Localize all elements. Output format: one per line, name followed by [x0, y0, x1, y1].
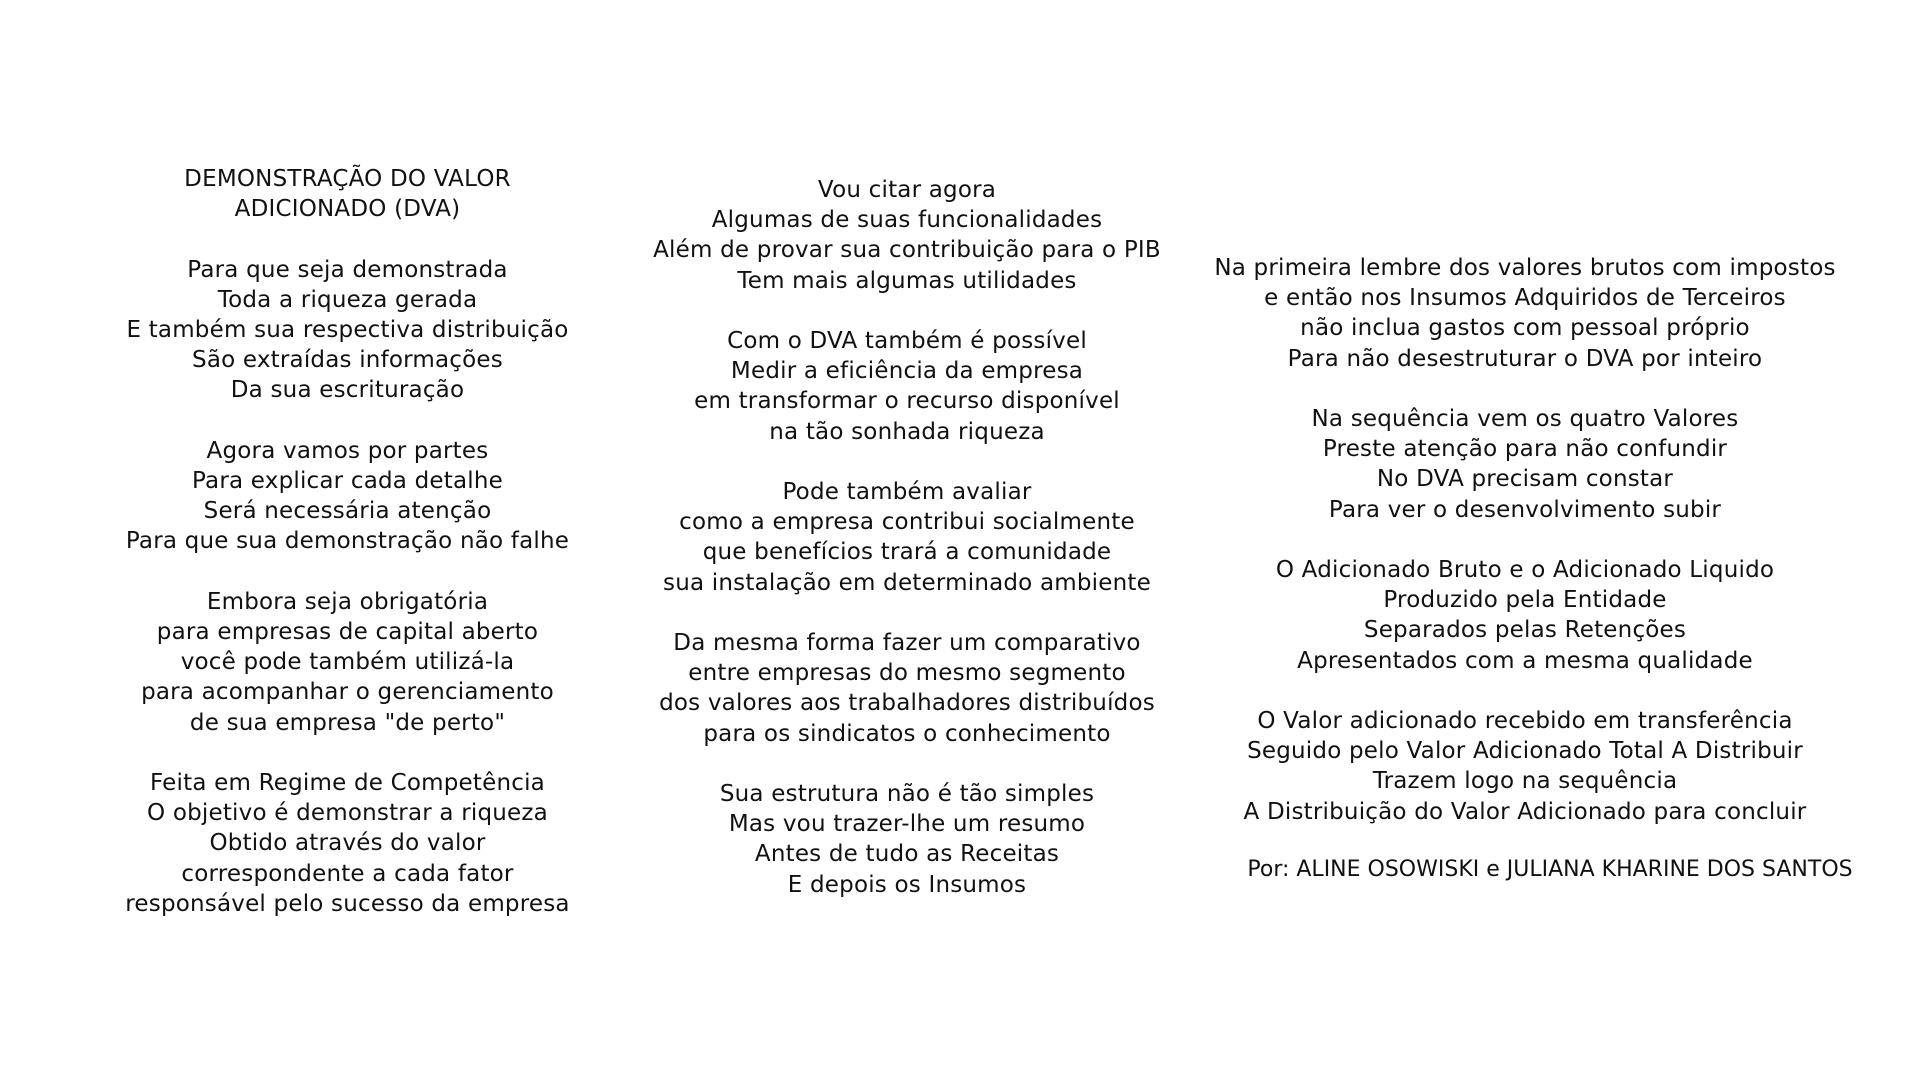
authors-credit: Por: ALINE OSOWISKI e JULIANA KHARINE DOS SANTOS — [1247, 857, 1853, 882]
stanza — [1195, 555, 1855, 676]
stanza — [100, 587, 595, 738]
poem-column-1 — [100, 164, 595, 949]
verse-line: Para explicar cada detalhe — [192, 468, 503, 494]
verse-line: E depois os Insumos — [787, 871, 1027, 898]
verse-line: Apresentados com a mesma qualidade — [1297, 647, 1753, 674]
stanza — [1195, 706, 1855, 827]
poem-column-3 — [1195, 253, 1855, 857]
verse-line: Mas vou trazer-lhe um resumo — [728, 811, 1086, 838]
verse-line: Da sua escrituração — [230, 377, 465, 404]
verse-line: Toda a riqueza gerada — [217, 286, 478, 313]
verse-line: Será necessária atenção — [203, 498, 492, 525]
verse-line: em transformar o recurso disponível — [694, 388, 1120, 415]
verse-line: Para que sua demonstração não falhe — [125, 528, 570, 555]
verse-line: como a empresa contribui socialmente — [679, 509, 1135, 536]
verse-line: Para que seja demonstrada — [187, 256, 508, 283]
stanza — [100, 255, 595, 406]
verse-line: Embora seja obrigatória — [206, 588, 489, 615]
poem-title — [100, 164, 595, 224]
verse-line: que benefícios trará a comunidade — [702, 539, 1112, 566]
verse-line: O objetivo é demonstrar a riqueza — [147, 800, 548, 827]
verse-line: Sua estrutura não é tão simples — [719, 781, 1095, 807]
verse-line: dos valores aos trabalhadores distribuídos — [659, 690, 1155, 717]
verse-line: Feita em Regime de Competência — [150, 770, 545, 796]
stanza — [622, 175, 1192, 296]
verse-line: Obtido através do valor — [209, 830, 486, 857]
verse-line: Com o DVA também é possível — [727, 328, 1087, 354]
verse-line: Além de provar sua contribuição para o PIB — [653, 237, 1161, 264]
poem-column-2 — [622, 175, 1192, 930]
verse-line: na tão sonhada riqueza — [769, 418, 1045, 445]
verse-line: e então nos Insumos Adquiridos de Terceiros — [1264, 285, 1786, 312]
verse-line: Da mesma forma fazer um comparativo — [673, 630, 1141, 656]
verse-line: A Distribuição do Valor Adicionado para concluir — [1243, 798, 1807, 825]
verse-line: No DVA precisam constar — [1376, 466, 1674, 493]
verse-line: sua instalação em determinado ambiente — [663, 569, 1151, 596]
verse-line: correspondente a cada fator — [181, 860, 514, 887]
stanza — [1195, 253, 1855, 374]
verse-line: não inclua gastos com pessoal próprio — [1300, 315, 1750, 342]
verse-line: Para ver o desenvolvimento subir — [1328, 496, 1722, 523]
verse-line: Na sequência vem os quatro Valores — [1311, 406, 1739, 432]
stanza — [100, 436, 595, 557]
stanza — [622, 477, 1192, 598]
verse-line: entre empresas do mesmo segmento — [688, 660, 1126, 687]
verse-line: Vou citar agora — [817, 177, 997, 203]
verse-line: Pode também avaliar — [782, 479, 1032, 505]
verse-line: Separados pelas Retenções — [1363, 617, 1687, 644]
verse-line: Medir a eficiência da empresa — [730, 358, 1084, 385]
title-line: DEMONSTRAÇÃO DO VALOR — [184, 166, 511, 192]
verse-line: Tem mais algumas utilidades — [737, 267, 1077, 294]
verse-line: de sua empresa "de perto" — [189, 709, 506, 736]
stanza — [622, 779, 1192, 900]
verse-line: Para não desestruturar o DVA por inteiro — [1287, 345, 1763, 372]
verse-line: você pode também utilizá-la — [180, 649, 515, 676]
verse-line: Algumas de suas funcionalidades — [711, 207, 1103, 234]
stanza — [1195, 404, 1855, 525]
stanza — [622, 326, 1192, 447]
verse-line: para empresas de capital aberto — [156, 619, 539, 645]
verse-line: Trazem logo na sequência — [1372, 768, 1678, 795]
verse-line: Agora vamos por partes — [206, 437, 489, 464]
verse-line: São extraídas informações — [192, 347, 503, 374]
verse-line: Produzido pela Entidade — [1383, 587, 1667, 614]
title-line: ADICIONADO (DVA) — [234, 196, 461, 223]
stanza — [100, 768, 595, 919]
verse-line: Antes de tudo as Receitas — [754, 841, 1060, 868]
verse-line: para acompanhar o gerenciamento — [141, 679, 554, 706]
verse-line: para os sindicatos o conhecimento — [703, 720, 1111, 747]
verse-line: E também sua respectiva distribuição — [126, 317, 569, 343]
verse-line: Na primeira lembre dos valores brutos com impostos — [1214, 255, 1836, 281]
verse-line: Preste atenção para não confundir — [1322, 436, 1728, 463]
verse-line: Seguido pelo Valor Adicionado Total A Distribuir — [1247, 738, 1803, 765]
stanza — [622, 628, 1192, 749]
verse-line: O Adicionado Bruto e o Adicionado Liquido — [1275, 557, 1775, 583]
verse-line: O Valor adicionado recebido em transferência — [1257, 708, 1793, 734]
verse-line: responsável pelo sucesso da empresa — [125, 890, 570, 917]
